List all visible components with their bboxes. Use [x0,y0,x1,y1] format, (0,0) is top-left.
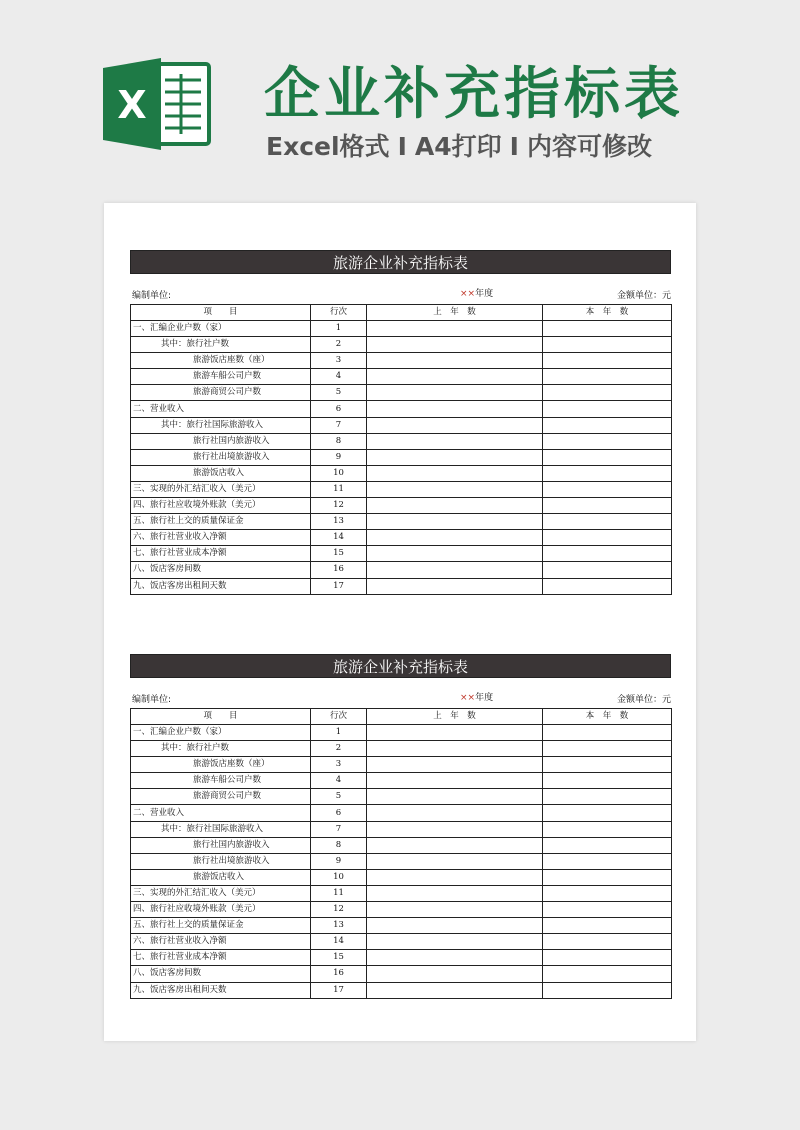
current-year-cell[interactable] [543,481,672,497]
table-row [131,789,672,805]
row-item-label: 七、旅行社营业成本净额 [131,546,311,562]
prior-year-cell[interactable] [367,757,543,773]
row-item-label: 其中：旅行社国际旅游收入 [131,821,311,837]
row-item-label: 一、汇编企业户数（家） [131,725,311,741]
row-line-number: 5 [311,385,367,401]
svg-text:X: X [117,83,147,127]
header-current-year: 本 年 数 [543,305,672,321]
row-item-label: 二、营业收入 [131,401,311,417]
compiling-unit-label: 编制单位: [132,291,172,301]
row-line-number: 10 [311,869,367,885]
document-page [104,203,696,1041]
table-row [131,337,672,353]
row-line-number: 16 [311,966,367,982]
row-item-label: 旅游饭店座数（座） [131,353,311,369]
current-year-cell[interactable] [543,821,672,837]
row-line-number: 2 [311,337,367,353]
current-year-cell[interactable] [543,401,672,417]
currency-unit-label: 金额单位：元 [616,291,671,301]
subtitle-separator: I [509,132,519,161]
table-row [131,385,672,401]
row-item-label: 其中：旅行社国际旅游收入 [131,417,311,433]
row-item-label: 四、旅行社应收境外账款（美元） [131,498,311,514]
row-line-number: 4 [311,773,367,789]
row-item-label: 一、汇编企业户数（家） [131,321,311,337]
current-year-cell[interactable] [543,805,672,821]
row-line-number: 11 [311,481,367,497]
row-line-number: 7 [311,417,367,433]
current-year-cell[interactable] [543,369,672,385]
current-year-cell[interactable] [543,966,672,982]
prior-year-cell[interactable] [367,869,543,885]
row-item-label: 旅游商贸公司户数 [131,385,311,401]
current-year-cell[interactable] [543,546,672,562]
current-year-cell[interactable] [543,433,672,449]
row-line-number: 3 [311,757,367,773]
row-item-label: 七、旅行社营业成本净额 [131,950,311,966]
indicator-sheet [130,250,671,595]
current-year-cell[interactable] [543,530,672,546]
header-item: 项 目 [131,709,311,725]
header-current-year: 本 年 数 [543,709,672,725]
current-year-cell[interactable] [543,982,672,998]
prior-year-cell[interactable] [367,805,543,821]
table-header-row [131,305,672,321]
row-item-label: 三、实现的外汇结汇收入（美元） [131,481,311,497]
row-line-number: 10 [311,465,367,481]
header-line-no: 行次 [311,709,367,725]
row-line-number: 2 [311,741,367,757]
table-row [131,885,672,901]
row-item-label: 旅游商贸公司户数 [131,789,311,805]
current-year-cell[interactable] [543,869,672,885]
row-line-number: 3 [311,353,367,369]
table-row [131,837,672,853]
row-line-number: 13 [311,918,367,934]
current-year-cell[interactable] [543,465,672,481]
table-row [131,498,672,514]
current-year-cell[interactable] [543,725,672,741]
current-year-cell[interactable] [543,837,672,853]
row-line-number: 9 [311,853,367,869]
row-item-label: 其中：旅行社户数 [131,741,311,757]
prior-year-cell[interactable] [367,918,543,934]
table-row [131,514,672,530]
row-line-number: 17 [311,578,367,594]
header-prior-year: 上 年 数 [367,709,543,725]
table-row [131,773,672,789]
prior-year-cell[interactable] [367,789,543,805]
row-item-label: 旅游车船公司户数 [131,773,311,789]
prior-year-cell[interactable] [367,337,543,353]
row-item-label: 五、旅行社上交的质量保证金 [131,514,311,530]
prior-year-cell[interactable] [367,578,543,594]
current-year-cell[interactable] [543,449,672,465]
indicator-sheet [130,654,671,999]
table-row [131,821,672,837]
row-item-label: 五、旅行社上交的质量保证金 [131,918,311,934]
row-item-label: 九、饭店客房出租间天数 [131,578,311,594]
prior-year-cell[interactable] [367,982,543,998]
row-item-label: 八、饭店客房间数 [131,966,311,982]
current-year-cell[interactable] [543,385,672,401]
table-row [131,546,672,562]
year-suffix: 年度 [475,289,494,299]
table-row [131,805,672,821]
year-suffix: 年度 [475,693,494,703]
year-placeholder: ×× [460,289,476,299]
table-row [131,321,672,337]
row-item-label: 四、旅行社应收境外账款（美元） [131,902,311,918]
row-line-number: 6 [311,805,367,821]
table-row [131,950,672,966]
current-year-cell[interactable] [543,902,672,918]
prior-year-cell[interactable] [367,498,543,514]
indicator-table [130,304,672,595]
row-line-number: 12 [311,498,367,514]
row-item-label: 三、实现的外汇结汇收入（美元） [131,885,311,901]
prior-year-cell[interactable] [367,401,543,417]
prior-year-cell[interactable] [367,741,543,757]
current-year-cell[interactable] [543,789,672,805]
prior-year-cell[interactable] [367,934,543,950]
prior-year-cell[interactable] [367,773,543,789]
table-row [131,401,672,417]
prior-year-cell[interactable] [367,369,543,385]
table-row [131,757,672,773]
table-row [131,918,672,934]
sheet-meta [130,274,671,304]
prior-year-cell[interactable] [367,562,543,578]
row-line-number: 7 [311,821,367,837]
prior-year-cell[interactable] [367,725,543,741]
table-row [131,433,672,449]
row-line-number: 1 [311,725,367,741]
row-item-label: 九、饭店客房出租间天数 [131,982,311,998]
row-line-number: 11 [311,885,367,901]
table-row [131,966,672,982]
row-line-number: 16 [311,562,367,578]
row-item-label: 六、旅行社营业收入净额 [131,934,311,950]
row-line-number: 9 [311,449,367,465]
row-line-number: 14 [311,934,367,950]
row-item-label: 其中：旅行社户数 [131,337,311,353]
row-item-label: 旅行社国内旅游收入 [131,433,311,449]
row-line-number: 17 [311,982,367,998]
header-item: 项 目 [131,305,311,321]
year-placeholder: ×× [460,693,476,703]
header-line-no: 行次 [311,305,367,321]
current-year-cell[interactable] [543,337,672,353]
prior-year-cell[interactable] [367,966,543,982]
current-year-cell[interactable] [543,773,672,789]
row-item-label: 八、饭店客房间数 [131,562,311,578]
sheet-title: 旅游企业补充指标表 [130,654,671,678]
current-year-cell[interactable] [543,853,672,869]
table-row [131,481,672,497]
table-row [131,725,672,741]
prior-year-cell[interactable] [367,837,543,853]
prior-year-cell[interactable] [367,530,543,546]
page-title: 企业补充指标表 [264,62,684,127]
current-year-cell[interactable] [543,757,672,773]
prior-year-cell[interactable] [367,465,543,481]
current-year-cell[interactable] [543,498,672,514]
row-line-number: 12 [311,902,367,918]
table-row [131,562,672,578]
row-item-label: 旅游饭店收入 [131,465,311,481]
row-line-number: 8 [311,433,367,449]
subtitle-print: A4打印 [414,132,502,161]
row-line-number: 4 [311,369,367,385]
table-row [131,982,672,998]
table-row [131,417,672,433]
table-row [131,530,672,546]
table-row [131,369,672,385]
row-line-number: 15 [311,546,367,562]
row-line-number: 13 [311,514,367,530]
subtitle-editable: 内容可修改 [526,132,652,161]
table-row [131,741,672,757]
prior-year-cell[interactable] [367,514,543,530]
row-item-label: 六、旅行社营业收入净额 [131,530,311,546]
prior-year-cell[interactable] [367,821,543,837]
fiscal-year-label [460,286,493,299]
prior-year-cell[interactable] [367,385,543,401]
prior-year-cell[interactable] [367,433,543,449]
current-year-cell[interactable] [543,885,672,901]
excel-logo-icon [103,58,211,150]
prior-year-cell[interactable] [367,853,543,869]
table-row [131,353,672,369]
table-row [131,853,672,869]
prior-year-cell[interactable] [367,885,543,901]
row-line-number: 8 [311,837,367,853]
header-prior-year: 上 年 数 [367,305,543,321]
fiscal-year-label [460,690,493,703]
prior-year-cell[interactable] [367,546,543,562]
current-year-cell[interactable] [543,934,672,950]
subtitle-separator: I [397,132,407,161]
sheet-meta [130,678,671,708]
table-row [131,465,672,481]
current-year-cell[interactable] [543,321,672,337]
table-row [131,934,672,950]
row-item-label: 旅行社国内旅游收入 [131,837,311,853]
row-item-label: 旅行社出境旅游收入 [131,449,311,465]
row-item-label: 旅游车船公司户数 [131,369,311,385]
subtitle-format: Excel格式 [266,132,390,161]
page-subtitle [266,127,652,163]
row-line-number: 14 [311,530,367,546]
prior-year-cell[interactable] [367,481,543,497]
sheet-title: 旅游企业补充指标表 [130,250,671,274]
banner [0,0,800,190]
current-year-cell[interactable] [543,578,672,594]
table-row [131,902,672,918]
table-row [131,869,672,885]
table-row [131,578,672,594]
row-line-number: 1 [311,321,367,337]
prior-year-cell[interactable] [367,950,543,966]
prior-year-cell[interactable] [367,353,543,369]
row-item-label: 旅游饭店座数（座） [131,757,311,773]
row-line-number: 6 [311,401,367,417]
current-year-cell[interactable] [543,562,672,578]
table-header-row [131,709,672,725]
prior-year-cell[interactable] [367,902,543,918]
row-item-label: 旅游饭店收入 [131,869,311,885]
current-year-cell[interactable] [543,514,672,530]
currency-unit-label: 金额单位：元 [616,695,671,705]
table-row [131,449,672,465]
current-year-cell[interactable] [543,353,672,369]
prior-year-cell[interactable] [367,321,543,337]
current-year-cell[interactable] [543,417,672,433]
current-year-cell[interactable] [543,741,672,757]
prior-year-cell[interactable] [367,417,543,433]
prior-year-cell[interactable] [367,449,543,465]
indicator-table [130,708,672,999]
current-year-cell[interactable] [543,950,672,966]
current-year-cell[interactable] [543,918,672,934]
row-line-number: 5 [311,789,367,805]
row-item-label: 旅行社出境旅游收入 [131,853,311,869]
row-line-number: 15 [311,950,367,966]
row-item-label: 二、营业收入 [131,805,311,821]
compiling-unit-label: 编制单位: [132,695,172,705]
